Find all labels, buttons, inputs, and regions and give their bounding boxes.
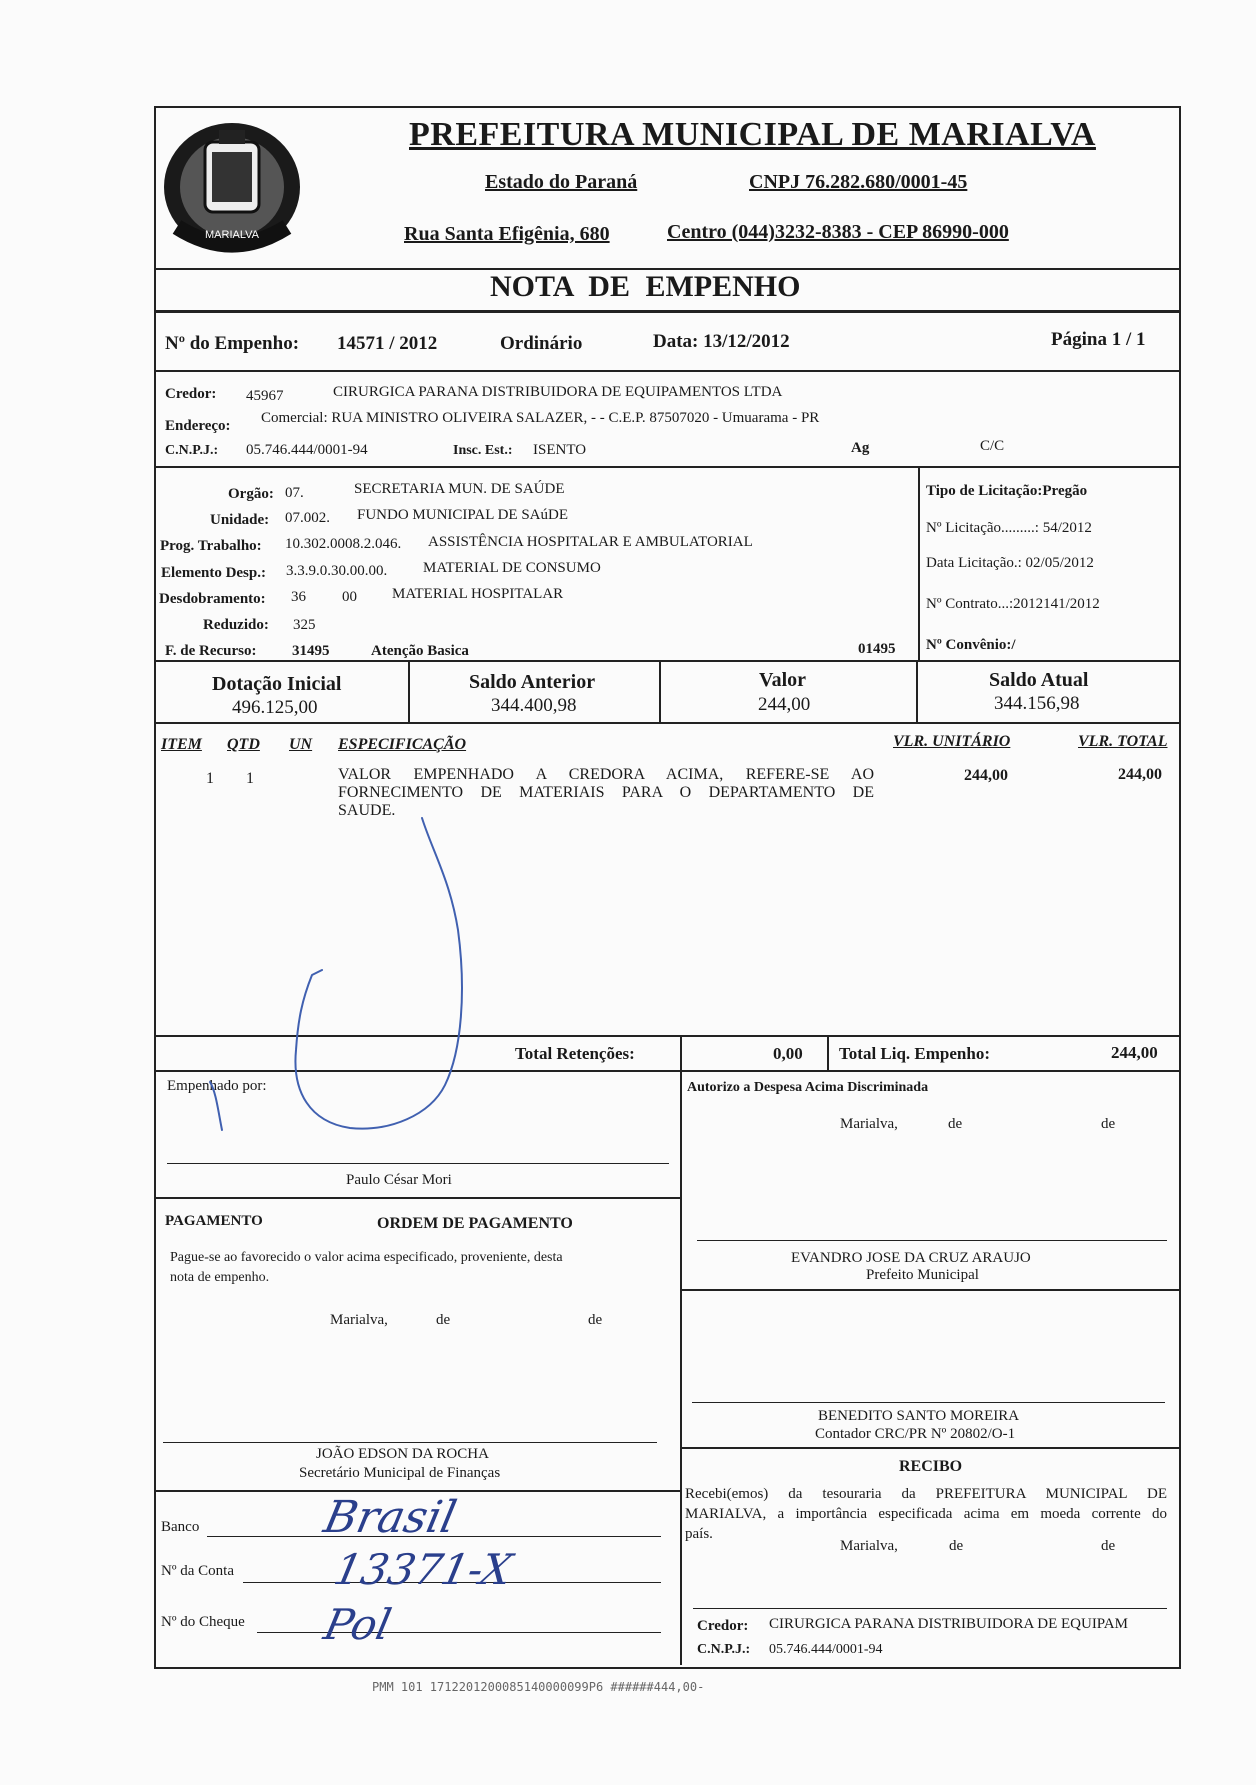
saldo-anterior-label: Saldo Anterior <box>469 671 596 693</box>
recurso-label: F. de Recurso: <box>165 643 257 659</box>
saldo-anterior-value: 344.400,98 <box>491 695 577 716</box>
secretario-role: Secretário Municipal de Finanças <box>299 1465 501 1481</box>
licitacao-numero: Nº Licitação.........: 54/2012 <box>926 520 1092 536</box>
recibo-credor-name: CIRURGICA PARANA DISTRIBUIDORA DE EQUIPAM <box>769 1616 1128 1632</box>
prefeito-role: Prefeito Municipal <box>866 1267 979 1283</box>
elemento-code: 3.3.9.0.30.00.00. <box>286 563 388 579</box>
ie-label: Insc. Est.: <box>453 443 513 458</box>
credor-cnpj: 05.746.444/0001-94 <box>246 442 368 458</box>
recibo-credor-label: Credor: <box>697 1618 749 1634</box>
municipal-seal <box>157 112 307 267</box>
credor-address: Comercial: RUA MINISTRO OLIVEIRA SALAZER, - - C.E.P. 87507020 - Umuarama - PR <box>261 410 820 426</box>
retencoes-label: Total Retenções: <box>515 1044 635 1063</box>
col-item: ITEM <box>161 736 202 753</box>
recibo-cnpj-label: C.N.P.J.: <box>697 1642 751 1657</box>
recurso-code: 31495 <box>292 643 330 659</box>
recurso-name: Atenção Basica <box>371 643 469 659</box>
recibo-de1: de <box>949 1538 964 1554</box>
liquido-value: 244,00 <box>1111 1043 1158 1062</box>
pagamento-de1: de <box>436 1312 451 1328</box>
licitacao-tipo: Tipo de Licitação:Pregão <box>926 483 1088 499</box>
item-unit-value: 244,00 <box>964 767 1008 784</box>
conta-handwritten: 13371-X <box>329 1545 517 1594</box>
desc-line3: SAUDE. <box>338 802 396 819</box>
recibo-place: Marialva, <box>840 1538 898 1554</box>
orgao-code: 07. <box>285 485 304 501</box>
contador-name: BENEDITO SANTO MOREIRA <box>818 1408 1020 1424</box>
empenhado-label: Empenhado por: <box>167 1078 267 1094</box>
header-contact: Centro (044)3232-8383 - CEP 86990-000 <box>667 221 1009 243</box>
credor-label: Credor: <box>165 386 217 402</box>
prog-name: ASSISTÊNCIA HOSPITALAR E AMBULATORIAL <box>428 534 753 550</box>
recibo-line3: país. <box>685 1526 713 1542</box>
valor-label: Valor <box>759 669 807 691</box>
empenhado-name: Paulo César Mori <box>346 1172 452 1188</box>
col-unit: VLR. UNITÁRIO <box>893 733 1011 750</box>
footer-code: PMM 101 1712201200085140000099P6 ######444,00- <box>372 1680 705 1694</box>
desdobramento-sub: 00 <box>342 589 357 605</box>
elemento-label: Elemento Desp.: <box>161 565 266 581</box>
pagamento-label: PAGAMENTO <box>165 1213 263 1229</box>
col-espec: ESPECIFICAÇÃO <box>338 736 467 753</box>
cc-label: C/C <box>980 438 1005 454</box>
empenho-number: 14571 / 2012 <box>337 333 438 354</box>
licitacao-data: Data Licitação.: 02/05/2012 <box>926 555 1094 571</box>
recibo-cnpj: 05.746.444/0001-94 <box>769 1642 883 1657</box>
autorizo-de2: de <box>1101 1116 1116 1132</box>
banco-handwritten: Brasil <box>319 1492 461 1543</box>
dotacao-label: Dotação Inicial <box>212 673 342 695</box>
desdobramento-name: MATERIAL HOSPITALAR <box>392 586 564 602</box>
unidade-label: Unidade: <box>210 512 270 528</box>
cheque-handwritten: Pol <box>319 1600 396 1649</box>
secretario-name: JOÃO EDSON DA ROCHA <box>316 1446 489 1462</box>
prog-code: 10.302.0008.2.046. <box>285 536 402 552</box>
recibo-label: RECIBO <box>899 1458 963 1475</box>
header-cnpj: CNPJ 76.282.680/0001-45 <box>749 171 968 193</box>
conta-label: Nº da Conta <box>161 1563 234 1579</box>
desc-line2: FORNECIMENTO DE MATERIAIS PARA O DEPARTAMENTO DE <box>338 784 874 801</box>
autorizo-de1: de <box>948 1116 963 1132</box>
header-address: Rua Santa Efigênia, 680 <box>404 223 610 245</box>
col-un: UN <box>289 736 313 753</box>
saldo-atual-label: Saldo Atual <box>989 669 1089 691</box>
pagamento-text2: nota de empenho. <box>170 1270 270 1285</box>
page-number: Página 1 / 1 <box>1051 329 1146 350</box>
credor-name: CIRURGICA PARANA DISTRIBUIDORA DE EQUIPAMENTOS LTDA <box>333 384 783 400</box>
prog-label: Prog. Trabalho: <box>160 538 262 554</box>
desdobramento-code: 36 <box>291 589 306 605</box>
liquido-label: Total Liq. Empenho: <box>839 1044 990 1063</box>
recibo-line2: MARIALVA, a importância especificada acima em moeda corrente do <box>685 1506 1167 1522</box>
document-title: NOTA DE EMPENHO <box>490 270 801 303</box>
pagamento-text1: Pague-se ao favorecido o valor acima especificado, proveniente, desta <box>170 1250 563 1265</box>
col-total: VLR. TOTAL <box>1078 733 1168 750</box>
autorizo-place: Marialva, <box>840 1116 898 1132</box>
recibo-text <box>685 1484 1167 1544</box>
contrato-numero: Nº Contrato...:2012141/2012 <box>926 596 1100 612</box>
empenho-type: Ordinário <box>500 333 583 354</box>
prefeito-name: EVANDRO JOSE DA CRUZ ARAUJO <box>791 1250 1031 1266</box>
item-number: 1 <box>206 770 214 787</box>
signature-stroke <box>200 810 480 1140</box>
convenio-numero: Nº Convênio:/ <box>926 637 1016 653</box>
unidade-code: 07.002. <box>285 510 330 526</box>
banco-label: Banco <box>161 1519 200 1535</box>
unidade-name: FUNDO MUNICIPAL DE SAúDE <box>357 507 568 523</box>
pagamento-de2: de <box>588 1312 603 1328</box>
desc-line1: VALOR EMPENHADO A CREDORA ACIMA, REFERE-SE AO <box>338 766 874 783</box>
dotacao-value: 496.125,00 <box>232 697 318 718</box>
recibo-line1: Recebi(emos) da tesouraria da PREFEITURA MUNICIPAL DE <box>685 1486 1167 1502</box>
credor-code: 45967 <box>246 388 284 404</box>
recibo-de2: de <box>1101 1538 1116 1554</box>
retencoes-value: 0,00 <box>773 1044 803 1063</box>
item-total-value: 244,00 <box>1118 766 1162 783</box>
orgao-name: SECRETARIA MUN. DE SAÚDE <box>354 481 565 497</box>
contador-role: Contador CRC/PR Nº 20802/O-1 <box>815 1426 1016 1442</box>
empenho-date: Data: 13/12/2012 <box>653 331 790 352</box>
svg-text:MARIALVA: MARIALVA <box>205 229 259 241</box>
autorizo-label: Autorizo a Despesa Acima Discriminada <box>687 1080 929 1095</box>
valor-value: 244,00 <box>758 694 811 715</box>
cnpj-label: C.N.P.J.: <box>165 443 219 458</box>
address-label: Endereço: <box>165 418 231 434</box>
state-name: Estado do Paraná <box>485 171 638 193</box>
elemento-name: MATERIAL DE CONSUMO <box>423 560 601 576</box>
empenho-label: Nº do Empenho: <box>165 333 300 354</box>
ordem-pagamento-label: ORDEM DE PAGAMENTO <box>377 1215 573 1232</box>
orgao-label: Orgão: <box>228 486 274 502</box>
reduzido-label: Reduzido: <box>203 617 269 633</box>
credor-ie: ISENTO <box>533 442 587 458</box>
desdobramento-label: Desdobramento: <box>159 591 266 607</box>
saldo-atual-value: 344.156,98 <box>994 693 1080 714</box>
pagamento-place: Marialva, <box>330 1312 388 1328</box>
col-qtd: QTD <box>227 736 260 753</box>
reduzido-value: 325 <box>293 617 316 633</box>
cheque-label: Nº do Cheque <box>161 1614 245 1630</box>
item-qtd: 1 <box>246 770 254 787</box>
municipality-title: PREFEITURA MUNICIPAL DE MARIALVA <box>409 116 1096 153</box>
recurso-number: 01495 <box>858 641 896 657</box>
ag-label: Ag <box>851 440 870 456</box>
